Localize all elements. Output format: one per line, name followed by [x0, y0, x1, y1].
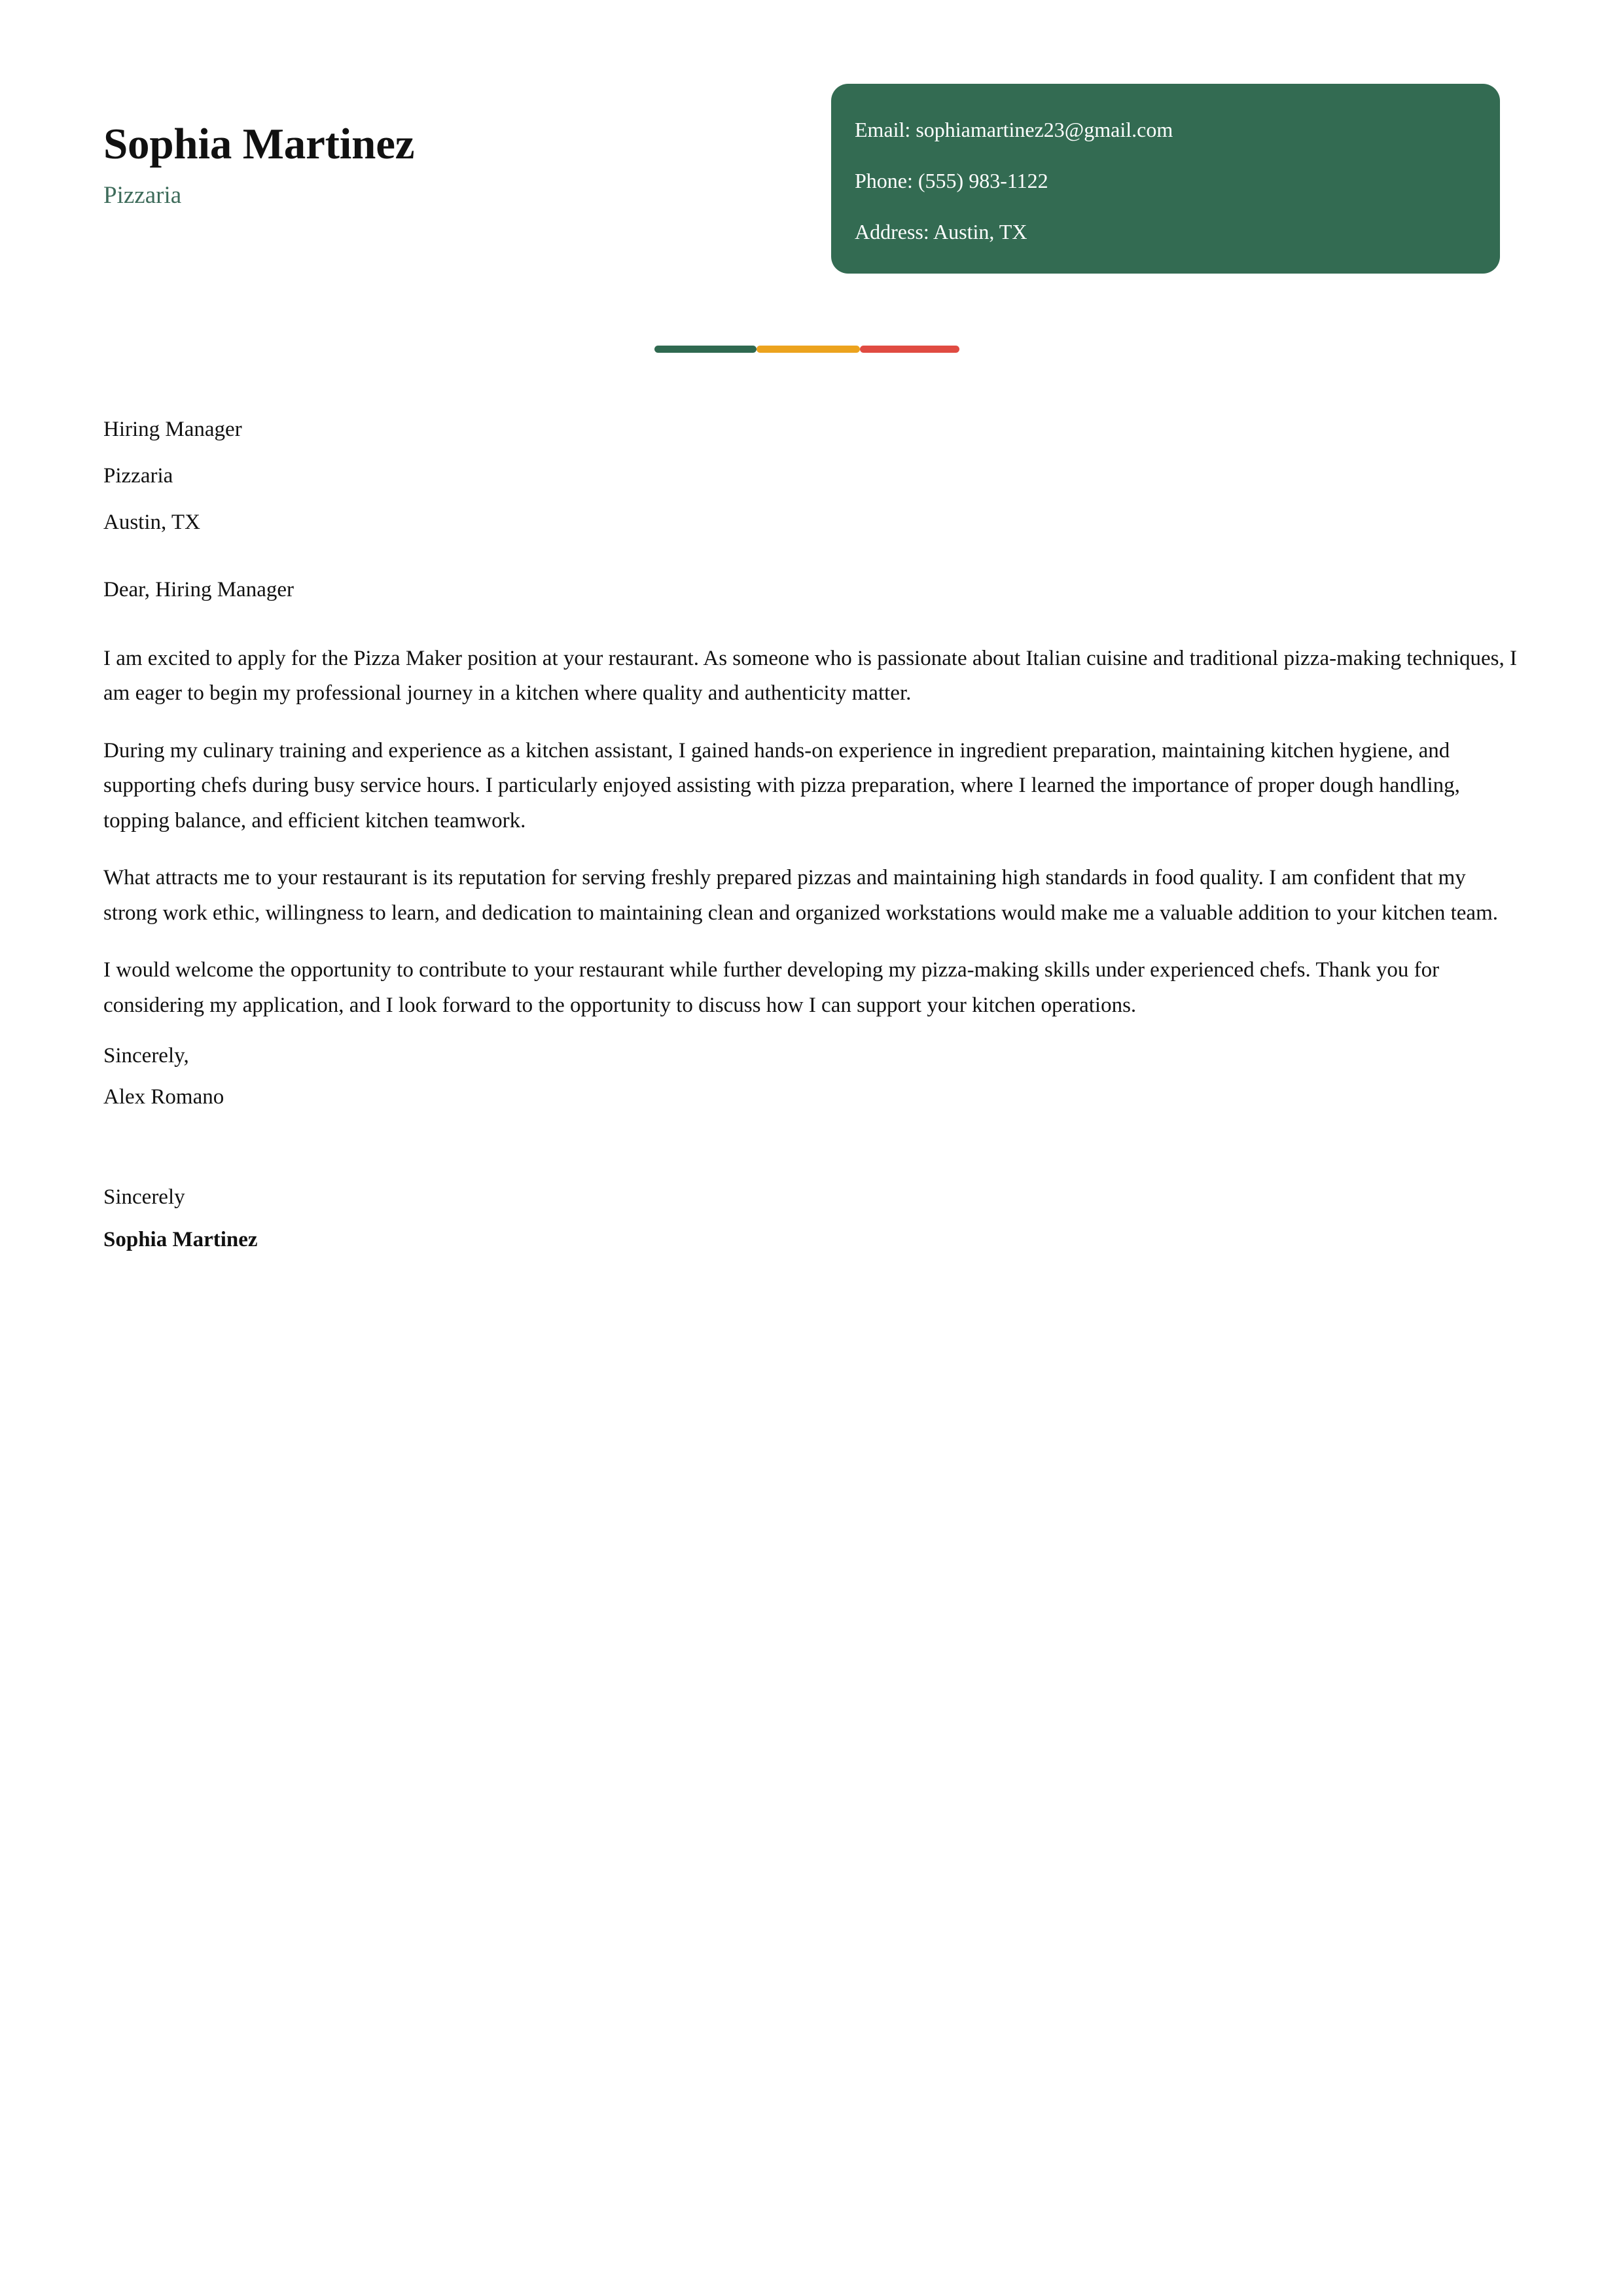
signature-name: Sophia Martinez — [103, 1228, 258, 1252]
signature-signoff: Sincerely — [103, 1185, 185, 1210]
letter-paragraph-3: What attracts me to your restaurant is its reputation for serving freshly prepared pizzas and maintaining high standards in food quality. I am confident that my strong work ethic, willingness to learn, and dedication to maintaining clean and organized workstations would make me a valuable addition to your kitchen team. — [103, 866, 1498, 925]
divider-segment-orange — [757, 346, 860, 353]
contact-card — [831, 84, 1500, 274]
candidate-name: Sophia Martinez — [103, 120, 415, 168]
divider-segment-green — [654, 346, 757, 353]
signature-block — [103, 1187, 1517, 1251]
closing-name: Alex Romano — [103, 1085, 224, 1109]
tricolor-divider — [654, 346, 959, 353]
contact-phone: Phone: (555) 983-1122 — [855, 169, 1048, 192]
recipient-title: Hiring Manager — [103, 418, 242, 441]
letter-paragraph-4: I would welcome the opportunity to contribute to your restaurant while further developing my pizza-making skills under experienced chefs. Thank you for considering my application, and I look forward to the opportunity to discuss how I can support your kitchen operations. — [103, 958, 1440, 1017]
divider-segment-red — [860, 346, 959, 353]
recipient-company: Pizzaria — [103, 464, 173, 488]
letter-salutation: Dear, Hiring Manager — [103, 578, 294, 601]
letter-paragraph-2: During my culinary training and experience as a kitchen assistant, I gained hands-on experience in ingredient preparation, maintaining kitchen hygiene, and supporting chefs during busy service hours. I particularly enjoyed assisting with pizza preparation, where I learned the importance of proper dough handling, topping balance, and efficient kitchen teamwork. — [103, 738, 1460, 833]
closing-salutation: Sincerely, — [103, 1044, 189, 1068]
closing-block — [103, 1045, 1517, 1108]
contact-email: Email: sophiamartinez23@gmail.com — [855, 118, 1173, 141]
letter-body — [103, 419, 1517, 1251]
letter-paragraph-1: I am excited to apply for the Pizza Maker position at your restaurant. As someone who is passionate about Italian cuisine and traditional pizza-making techniques, I am eager to begin my professional journey in a kitchen where quality and authenticity matter. — [103, 647, 1517, 706]
document-header — [0, 0, 1623, 308]
recipient-block — [103, 419, 1517, 533]
contact-address: Address: Austin, TX — [855, 220, 1027, 243]
candidate-role: Pizzaria — [103, 182, 182, 209]
recipient-location: Austin, TX — [103, 511, 200, 534]
identity-block — [103, 121, 758, 211]
